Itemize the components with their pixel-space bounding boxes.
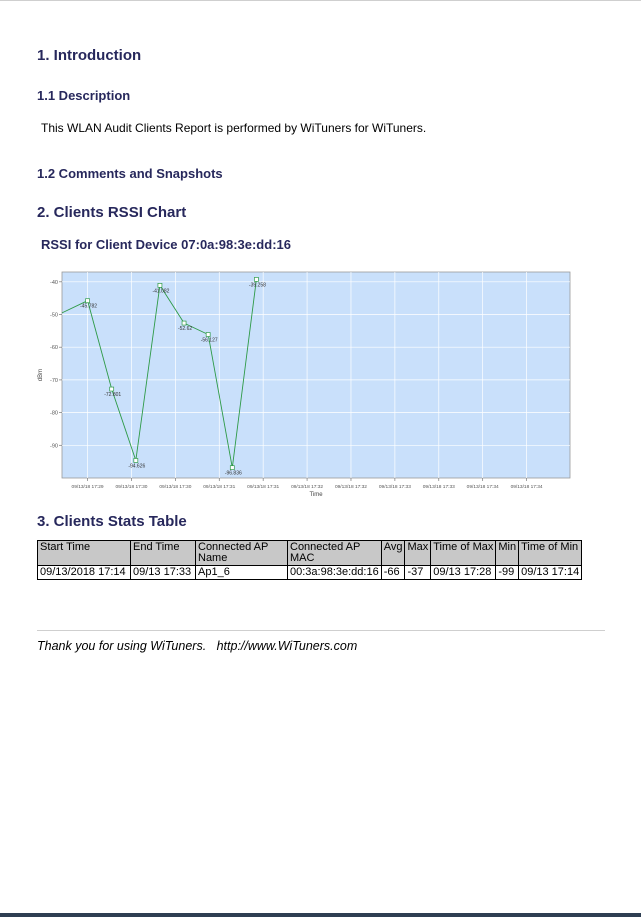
heading-stats-table: 3. Clients Stats Table	[37, 513, 187, 530]
data-point	[206, 333, 210, 337]
clients-stats-table	[37, 540, 582, 580]
data-label: -41.082	[152, 288, 170, 295]
y-tick-label: -60	[50, 345, 58, 352]
data-point	[134, 458, 138, 462]
cell-time-of-max: 09/13 17:28	[431, 566, 496, 580]
col-time-of-min: Time of Min	[519, 541, 582, 566]
col-ap-name: Connected AP Name	[196, 541, 288, 566]
x-tick-label: 09/13/18 17:30	[159, 485, 192, 490]
footer-divider	[37, 630, 605, 631]
x-tick-label: 09/13/18 17:31	[203, 485, 236, 490]
heading-introduction: 1. Introduction	[37, 47, 142, 64]
col-end-time: End Time	[131, 541, 196, 566]
x-tick-label: 09/13/18 17:32	[291, 485, 324, 490]
footer-thanks: Thank you for using WiTuners.	[37, 639, 207, 653]
x-tick-label: 09/13/18 17:34	[510, 485, 543, 490]
x-tick-label: 09/13/18 17:29	[71, 485, 104, 490]
data-label: -45.782	[80, 303, 98, 310]
col-time-of-max: Time of Max	[431, 541, 496, 566]
description-text: This WLAN Audit Clients Report is performed by WiTuners for WiTuners.	[41, 121, 427, 135]
heading-rssi-chart: 2. Clients RSSI Chart	[37, 204, 187, 221]
cell-end-time: 09/13 17:33	[131, 566, 196, 580]
col-avg: Avg	[381, 541, 405, 566]
cell-ap-name: Ap1_6	[196, 566, 288, 580]
col-ap-mac: Connected AP MAC	[288, 541, 382, 566]
cell-ap-mac: 00:3a:98:3e:dd:16	[288, 566, 382, 580]
x-tick-label: 09/13/18 17:32	[334, 485, 367, 490]
x-axis	[72, 478, 543, 490]
heading-description: 1.1 Description	[37, 88, 131, 103]
y-tick-label: -80	[50, 410, 58, 417]
rssi-line-chart	[30, 268, 590, 504]
table-row	[38, 566, 582, 580]
y-tick-label: -70	[50, 377, 58, 384]
data-label: -94.626	[128, 463, 146, 470]
plot-area	[62, 272, 570, 478]
cell-max: -37	[405, 566, 431, 580]
data-point	[110, 387, 114, 391]
x-tick-label: 09/13/18 17:31	[247, 485, 280, 490]
top-divider	[0, 0, 641, 1]
x-tick-label: 09/13/18 17:30	[115, 485, 148, 490]
col-max: Max	[405, 541, 431, 566]
y-tick-label: -90	[50, 443, 58, 450]
col-start-time: Start Time	[38, 541, 131, 566]
cell-time-of-min: 09/13 17:14	[519, 566, 582, 580]
data-point	[86, 299, 90, 303]
footer-text	[37, 639, 357, 653]
cell-avg: -66	[381, 566, 405, 580]
y-axis-label: dBm	[38, 368, 44, 382]
y-axis	[50, 280, 62, 449]
chart-title: RSSI for Client Device 07:0a:98:3e:dd:16	[41, 237, 291, 252]
heading-comments-snapshots: 1.2 Comments and Snapshots	[37, 166, 223, 181]
cell-min: -99	[496, 566, 519, 580]
data-point	[182, 321, 186, 325]
bottom-divider	[0, 913, 641, 917]
data-point	[230, 466, 234, 470]
data-point	[158, 283, 162, 287]
data-label: -96.836	[224, 470, 242, 477]
col-min: Min	[496, 541, 519, 566]
data-label: -52.62	[177, 326, 193, 333]
table-header-row	[38, 541, 582, 566]
x-tick-label: 09/13/18 17:33	[378, 485, 411, 490]
x-axis-label: Time	[309, 492, 323, 498]
y-tick-label: -40	[50, 279, 58, 286]
x-tick-label: 09/13/18 17:34	[466, 485, 499, 490]
y-tick-label: -50	[50, 312, 58, 319]
data-label: -56.127	[200, 337, 218, 344]
footer-url: http://www.WiTuners.com	[216, 639, 358, 653]
data-label: -39.258	[248, 282, 266, 289]
x-tick-label: 09/13/18 17:33	[422, 485, 455, 490]
data-point	[254, 277, 258, 281]
data-label: -72.801	[104, 392, 122, 399]
cell-start-time: 09/13/2018 17:14	[38, 566, 131, 580]
